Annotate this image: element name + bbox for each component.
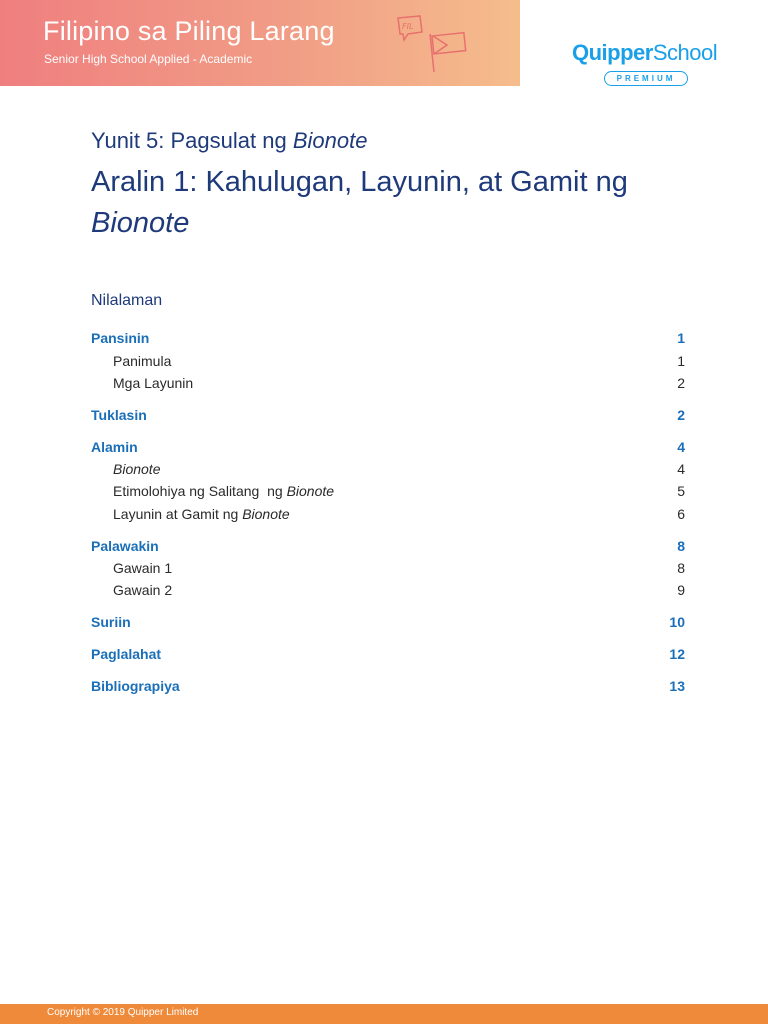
toc-entry-label: Alamin [91,439,138,455]
toc-entry-mga-layunin[interactable] [91,373,685,393]
toc-entry-page: 13 [669,678,685,694]
unit-title-italic: Bionote [292,128,368,153]
toc-entry-label: Bibliograpiya [91,678,180,694]
toc-entry-page: 1 [677,330,685,346]
fil-icon-text: FIL [402,22,414,31]
unit-title-prefix: Yunit 5: Pagsulat ng [91,128,293,153]
toc-entry-label-italic: Bionote [286,483,335,499]
toc-entry-palawakin[interactable] [91,536,685,556]
toc-entry-label-text: Etimolohiya ng Salitang ng [113,483,287,499]
toc-entry-suriin[interactable] [91,612,685,632]
lesson-title [91,162,691,244]
toc-entry-tuklasin[interactable] [91,405,685,425]
toc-entry-label: Mga Layunin [113,375,194,391]
toc-entry-pansinin[interactable] [91,328,685,348]
toc-entry-label: Pansinin [91,330,150,346]
toc-entry-page: 8 [677,560,685,576]
course-title: Filipino sa Piling Larang [43,16,335,46]
toc-entry-gawain-1[interactable] [91,558,685,578]
toc-entry-bibliograpiya[interactable] [91,676,685,696]
toc-entry-page: 10 [669,614,685,630]
toc-entry-page: 5 [677,483,685,499]
fil-flag-icon [392,12,472,76]
course-subtitle: Senior High School Applied - Academic [44,52,253,66]
toc-entry-label-italic: Bionote [113,461,161,477]
toc-entry-label: Paglalahat [91,646,162,662]
toc-entry-page: 2 [677,407,685,423]
brand-name-quipper: Quipper [572,40,653,65]
toc-entry-label: Gawain 1 [113,560,173,576]
toc-entry-etimolohiya[interactable] [91,481,685,501]
toc-entry-label [113,504,290,524]
toc-entry-page: 4 [677,461,685,477]
toc-entry-label: Palawakin [91,538,159,554]
toc-entry-layunin-at-gamit[interactable] [91,504,685,524]
quipper-school-logo [572,40,732,90]
toc-entry-page: 8 [677,538,685,554]
toc-entry-panimula[interactable] [91,351,685,371]
toc-entry-label [113,459,160,479]
toc-entry-page: 1 [677,353,685,369]
toc-entry-label: Tuklasin [91,407,147,423]
toc-entry-paglalahat[interactable] [91,644,685,664]
toc-entry-label-text: Layunin at Gamit ng [113,506,243,522]
toc-entry-gawain-2[interactable] [91,580,685,600]
toc-entry-bionote[interactable] [91,459,685,479]
toc-entry-label [113,481,334,501]
copyright-text: Copyright © 2019 Quipper Limited [47,1007,199,1018]
premium-badge: PREMIUM [604,71,688,86]
header-banner [0,0,520,86]
toc-entry-alamin[interactable] [91,437,685,457]
toc-heading: Nilalaman [91,292,163,309]
toc-entry-page: 4 [677,439,685,455]
toc-entry-page: 6 [677,506,685,522]
toc-entry-label-italic: Bionote [242,506,290,522]
lesson-title-line1: Aralin 1: Kahulugan, Layunin, at Gamit ng [91,166,628,198]
footer-bar [0,1004,768,1024]
toc-entry-page: 2 [677,375,685,391]
brand-name [572,40,717,66]
toc-entry-page: 12 [669,646,685,662]
lesson-title-italic: Bionote [91,207,190,239]
unit-title [91,128,367,154]
toc-entry-label: Suriin [91,614,131,630]
toc-entry-label: Gawain 2 [113,582,173,598]
toc-entry-label: Panimula [113,353,172,369]
brand-name-school: School [652,40,718,65]
toc-entry-page: 9 [677,582,685,598]
